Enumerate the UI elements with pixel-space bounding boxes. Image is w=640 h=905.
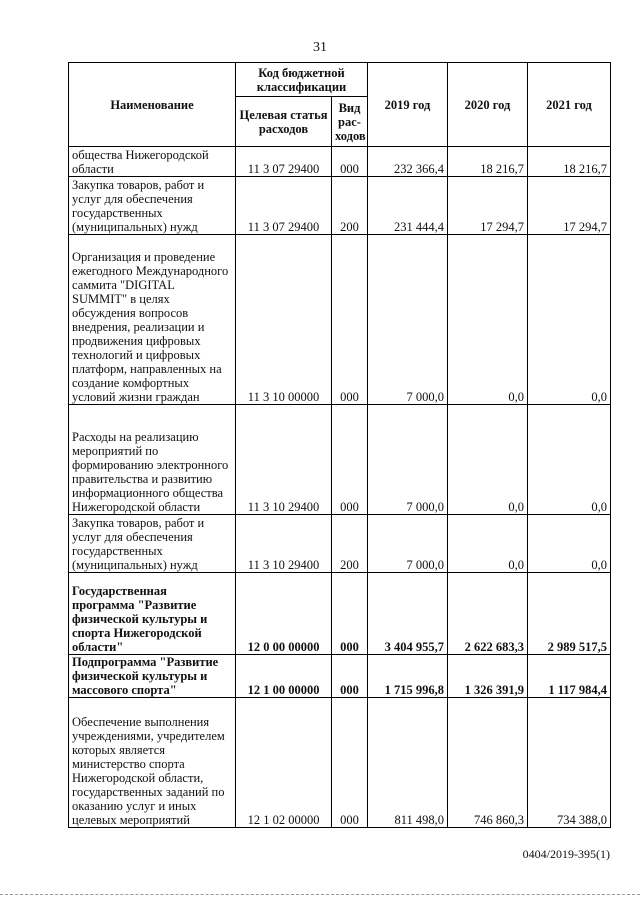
table-body <box>69 147 611 828</box>
row-2020-cell: 746 860,3 <box>448 698 528 828</box>
row-expense-kind-cell: 200 <box>332 515 368 573</box>
budget-table <box>68 62 611 828</box>
row-2020-cell: 0,0 <box>448 405 528 515</box>
row-2021-cell: 2 989 517,5 <box>528 573 611 655</box>
row-name-cell: Обеспечение выполнения учреждениями, учредителем которых является министерство спорта Нижегородской области, государственных заданий по оказанию услуг и иных целевых мероприятий <box>69 698 236 828</box>
row-2020-cell: 18 216,7 <box>448 147 528 177</box>
row-target-article-cell: 11 3 10 00000 <box>236 235 332 405</box>
header-code-group: Код бюджетной классификации <box>236 63 368 97</box>
row-name-cell: Организация и проведение ежегодного Международного саммита "DIGITAL SUMMIT" в целях обсуждения вопросов внедрения, реализации и продвижения цифровых технологий и цифровых платформ, направленных на создание комфортных условий жизни граждан <box>69 235 236 405</box>
row-expense-kind-cell: 200 <box>332 177 368 235</box>
row-2019-cell: 811 498,0 <box>368 698 448 828</box>
header-2021: 2021 год <box>528 63 611 147</box>
row-name-cell: Государственная программа "Развитие физической культуры и спорта Нижегородской области" <box>69 573 236 655</box>
row-2019-cell: 7 000,0 <box>368 515 448 573</box>
row-expense-kind-cell: 000 <box>332 573 368 655</box>
header-name: Наименование <box>69 63 236 147</box>
row-target-article-cell: 12 0 00 00000 <box>236 573 332 655</box>
row-target-article-cell: 12 1 00 00000 <box>236 655 332 698</box>
table-row <box>69 405 611 515</box>
header-expense-kind: Вид рас-ходов <box>332 97 368 147</box>
row-2019-cell: 7 000,0 <box>368 235 448 405</box>
bottom-rule <box>0 894 640 895</box>
row-target-article-cell: 11 3 10 29400 <box>236 515 332 573</box>
row-expense-kind-cell: 000 <box>332 405 368 515</box>
row-2021-cell: 734 388,0 <box>528 698 611 828</box>
row-2021-cell: 0,0 <box>528 515 611 573</box>
header-2020: 2020 год <box>448 63 528 147</box>
table-row <box>69 235 611 405</box>
row-2021-cell: 17 294,7 <box>528 177 611 235</box>
table-row <box>69 698 611 828</box>
header-2019: 2019 год <box>368 63 448 147</box>
row-target-article-cell: 11 3 07 29400 <box>236 177 332 235</box>
row-2021-cell: 0,0 <box>528 405 611 515</box>
row-expense-kind-cell: 000 <box>332 655 368 698</box>
row-expense-kind-cell: 000 <box>332 235 368 405</box>
row-2020-cell: 0,0 <box>448 235 528 405</box>
page-number: 31 <box>313 40 327 55</box>
row-2019-cell: 3 404 955,7 <box>368 573 448 655</box>
row-expense-kind-cell: 000 <box>332 698 368 828</box>
row-2019-cell: 1 715 996,8 <box>368 655 448 698</box>
row-target-article-cell: 11 3 07 29400 <box>236 147 332 177</box>
document-code: 0404/2019-395(1) <box>522 847 610 861</box>
row-2021-cell: 0,0 <box>528 235 611 405</box>
row-2021-cell: 1 117 984,4 <box>528 655 611 698</box>
row-target-article-cell: 11 3 10 29400 <box>236 405 332 515</box>
row-2021-cell: 18 216,7 <box>528 147 611 177</box>
row-expense-kind-cell: 000 <box>332 147 368 177</box>
row-2020-cell: 17 294,7 <box>448 177 528 235</box>
row-2019-cell: 7 000,0 <box>368 405 448 515</box>
row-name-cell: общества Нижегородской области <box>69 147 236 177</box>
table-row <box>69 655 611 698</box>
table-row <box>69 147 611 177</box>
table-row <box>69 177 611 235</box>
row-name-cell: Закупка товаров, работ и услуг для обеспечения государственных (муниципальных) нужд <box>69 515 236 573</box>
row-2020-cell: 1 326 391,9 <box>448 655 528 698</box>
row-target-article-cell: 12 1 02 00000 <box>236 698 332 828</box>
table-row <box>69 573 611 655</box>
header-target-article: Целевая статья расходов <box>236 97 332 147</box>
row-2020-cell: 0,0 <box>448 515 528 573</box>
row-2020-cell: 2 622 683,3 <box>448 573 528 655</box>
row-2019-cell: 232 366,4 <box>368 147 448 177</box>
row-name-cell: Расходы на реализацию мероприятий по формированию электронного правительства и развитию информационного общества Нижегородской области <box>69 405 236 515</box>
row-name-cell: Подпрограмма "Развитие физической культуры и массового спорта" <box>69 655 236 698</box>
row-name-cell: Закупка товаров, работ и услуг для обеспечения государственных (муниципальных) нужд <box>69 177 236 235</box>
row-2019-cell: 231 444,4 <box>368 177 448 235</box>
table-row <box>69 515 611 573</box>
